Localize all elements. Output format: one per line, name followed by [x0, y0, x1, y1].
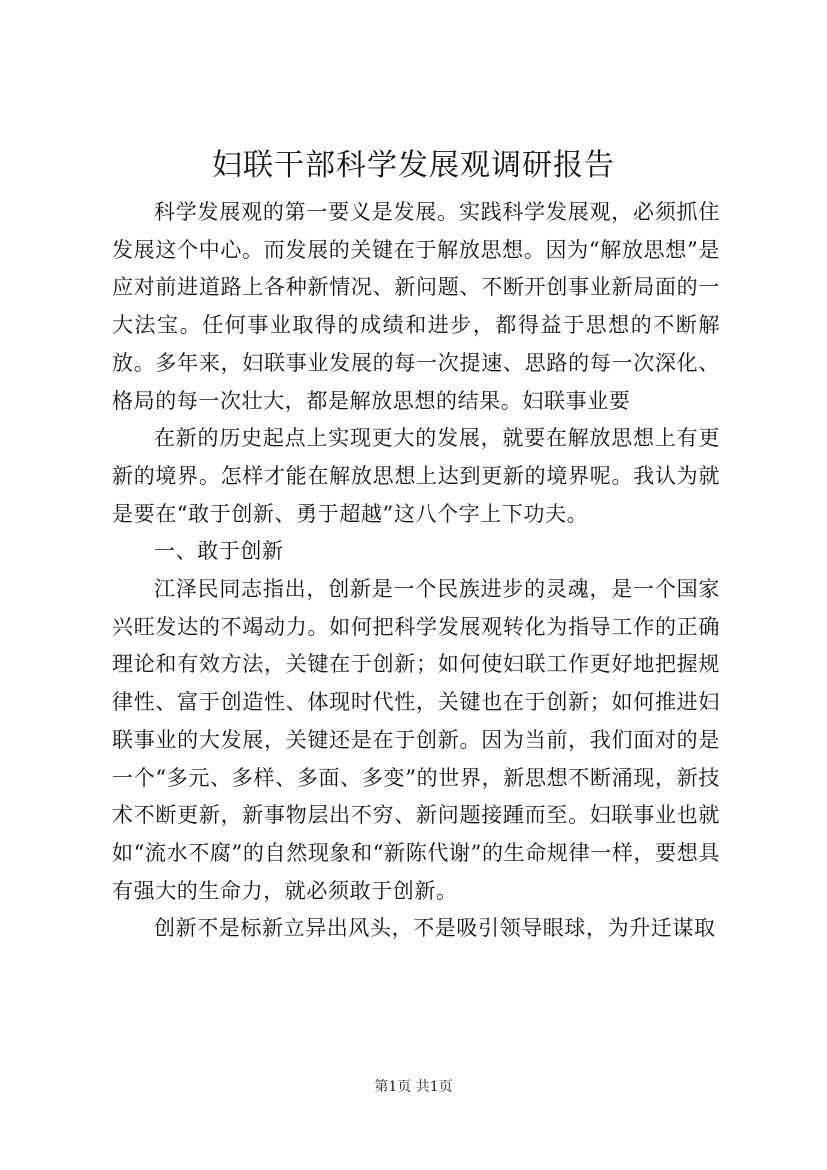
page-number-footer: 第1页 共1页	[374, 1079, 453, 1095]
paragraph-innovation: 江泽民同志指出，创新是一个民族进步的灵魂，是一个国家兴旺发达的不竭动力。如何把科学发展观转化为指导工作的正确理论和有效方法，关键在于创新；如何使妇联工作更好地把握规律性、富于创造性、体现时代性，关键也在于创新；如何推进妇联事业的大发展，关键还是在于创新。因为当前，我们面对的是一个“多元、多样、多面、多变”的世界，新思想不断涌现，新技术不断更新，新事物层出不穷、新问题接踵而至。妇联事业也就如“流水不腐”的自然现象和“新陈代谢”的生命规律一样，要想具有强大的生命力，就必须敢于创新。	[112, 577, 720, 903]
section-heading-innovation: 一、敢于创新	[154, 539, 284, 564]
paragraph-intro: 科学发展观的第一要义是发展。实践科学发展观，必须抓住发展这个中心。而发展的关键在于解放思想。因为“解放思想”是应对前进道路上各种新情况、新问题、不断开创事业新局面的一大法宝。任何事业取得的成绩和进步，都得益于思想的不断解放。多年来，妇联事业发展的每一次提速、思路的每一次深化、格局的每一次壮大，都是解放思想的结果。妇联事业要	[112, 200, 720, 413]
document-title: 妇联干部科学发展观调研报告	[212, 148, 615, 183]
paragraph-new-realm: 在新的历史起点上实现更大的发展，就要在解放思想上有更新的境界。怎样才能在解放思想上达到更新的境界呢。我认为就是要在“敢于创新、勇于超越”这八个字上下功夫。	[112, 426, 720, 526]
paragraph-innovation-not: 创新不是标新立异出风头，不是吸引领导眼球，为升迁谋取	[154, 916, 716, 941]
document-body	[112, 194, 720, 948]
